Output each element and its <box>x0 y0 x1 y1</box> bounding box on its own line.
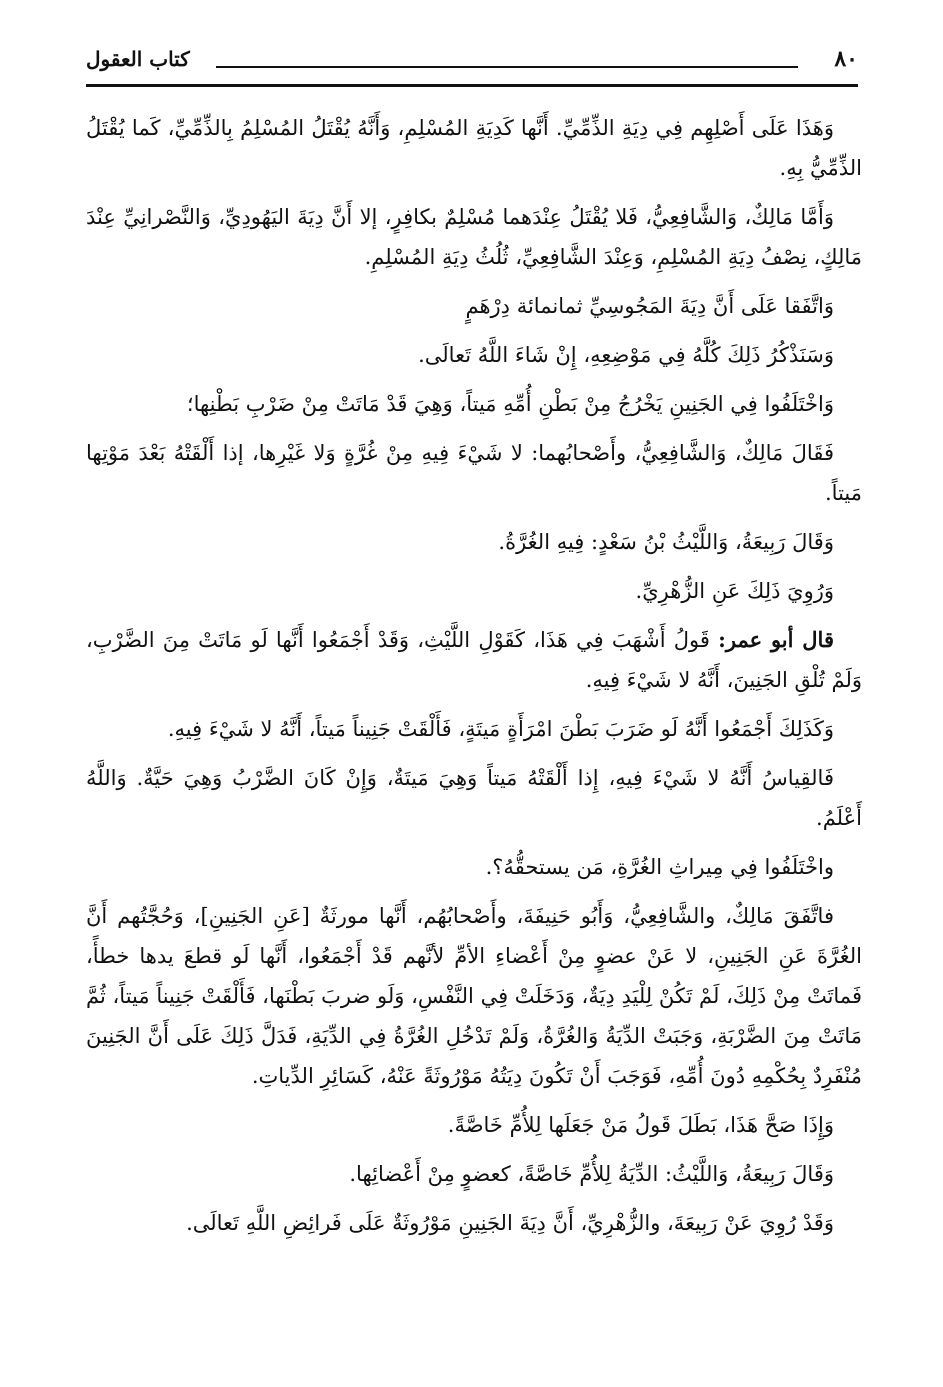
paragraph: وَاخْتَلَفُوا فِي الجَنِينِ يَخْرُجُ مِنْ بَطْنِ أُمِّهِ مَيتاً، وَهِيَ قَدْ مَاتَتْ مِنْ ضَرْبِ بَطْنِها؛ <box>186 392 834 416</box>
paragraph: فَالقِياسُ أَنَّهُ لا شَيْءَ فِيهِ، إِذا أَلْقَتْهُ مَيتاً وَهِيَ مَيتَةٌ، وَإِنْ كَانَ الضَّرْبُ وَهِيَ حَيَّةٌ. وَاللَّهُ أَعْلَمُ. <box>86 766 862 830</box>
paragraph: وَاتَّفَقا عَلَى أَنَّ دِيَةَ المَجُوسِيِّ ثمانمائة دِرْهَمٍ <box>465 294 834 318</box>
paragraph: وَهَذَا عَلَى أَصْلِهِم فِي دِيَةِ الذِّمِّيِّ. أَنَّها كَدِيَةِ المُسْلِمِ، وَأَنَّهُ يُقْتَلُ المُسْلِمُ بِالذِّمِّيِّ، كَما يُقْتَلُ الذِّمِّيُّ بِهِ. <box>86 116 862 180</box>
header-rule <box>86 84 858 87</box>
header-leader-line <box>216 66 798 68</box>
paragraph: فاتَّفَقَ مَالِكٌ، والشَّافِعِيُّ، وَأَبُو حَنِيفَةَ، وأَصْحابُهُم، أَنَّها مورثَةٌ [عَنِ الجَنِينِ]، وَحُجَّتُهم أَنَّ الغُرَّةَ عَنِ الجَنِينِ، لا عَنْ عضوٍ مِنْ أَعْضاءِ الأمِّ لأنَّهم قَدْ أَجْمَعُوا، أَنَّها لَو قطعَ يدها خطأً، فَماتَتْ مِنْ ذَلِكَ، لَمْ تَكُنْ لِلْيَدِ دِيَةٌ، وَدَخَلَتْ فِي النَّفْسِ، وَلَو ضربَ بَطْنَها، فَأَلْقَتْ جَنِيناً مَيتاً، ثُمَّ مَاتَتْ مِنَ الضَّرْبَةِ، وَجَبَتْ الدِّيَةُ وَالغُرَّةُ، وَلَمْ تَدْخُلِ الغُرَّةُ فِي الدِّيَةِ، فَدَلَّ ذَلِكَ عَلَى أَنَّ الجَنِينَ مُنْفَرِدٌ بِحُكْمِهِ دُونَ أُمِّهِ، فَوَجَبَ أَنْ تَكُونَ دِيَتُهُ مَوْرُوثَةً عَنْهُ، كَسَائِرِ الدِّياتِ. <box>86 904 862 1088</box>
paragraph: وَأَمَّا مَالِكٌ، وَالشَّافِعِيُّ، فَلا يُقْتَلُ عِنْدَهما مُسْلِمٌ بكافِرٍ، إلا أَنَّ دِيَةَ اليَهُودِيِّ، وَالنَّصْرانِيِّ عِنْدَ مَالِكٍ، نِصْفُ دِيَةِ المُسْلِمِ، وَعِنْدَ الشَّافِعِيِّ، ثُلُثُ دِيَةِ المُسْلِمِ. <box>86 205 862 269</box>
speaker-label: قال أبو عمر: <box>718 627 834 652</box>
paragraph: وَقَالَ رَبِيعَةُ، وَاللَّيْثُ بْنُ سَعْدٍ: فِيهِ الغُرَّةُ. <box>498 530 834 554</box>
paragraph: وَقَدْ رُوِيَ عَنْ رَبِيعَةَ، والزُّهْرِيِّ، أَنَّ دِيَةَ الجَنِينِ مَوْرُوثَةٌ عَلَى فَرائِضِ اللَّهِ تَعالَى. <box>186 1211 834 1235</box>
paragraph: وَرُوِيَ ذَلِكَ عَنِ الزُّهْرِيِّ. <box>635 579 834 603</box>
paragraph: وَقَالَ رَبِيعَةُ، وَاللَّيْثُ: الدِّيَةُ لِلأُمِّ خَاصَّةً، كعضوٍ مِنْ أَعْضائِها. <box>349 1162 834 1186</box>
paragraph: وَإِذَا صَحَّ هَذَا، بَطَلَ قَولُ مَنْ جَعَلَها لِلأُمِّ خَاصَّةً. <box>447 1113 834 1137</box>
book-title: كتاب العقول <box>86 47 190 71</box>
paragraph <box>86 620 862 700</box>
paragraph: واخْتَلَفُوا فِي مِيراثِ الغُرَّةِ، مَن يستحقُّهُ؟. <box>485 855 834 879</box>
running-header <box>86 42 858 82</box>
paragraph: وَسَنَذْكُرُ ذَلِكَ كُلَّهُ فِي مَوْضِعِهِ، إِنْ شَاءَ اللَّهُ تَعالَى. <box>418 343 834 367</box>
page-number: ٨٠ <box>834 46 858 72</box>
paragraph: فَقَالَ مَالِكٌ، وَالشَّافِعِيُّ، وأَصْحابُهما: لا شَيْءَ فِيهِ مِنْ غُرَّةٍ وَلا غَيْرِها، إذا أَلْقَتْهُ بَعْدَ مَوْتِها مَيتاً. <box>86 441 862 505</box>
paragraph: وَكَذَلِكَ أَجْمَعُوا أَنَّهُ لَو ضَرَبَ بَطْنَ امْرَأَةٍ مَيتَةٍ، فَأَلْقَتْ جَنِيناً مَيتاً، أَنَّهُ لا شَيْءَ فِيهِ. <box>167 717 834 741</box>
body-text <box>86 108 862 1252</box>
paragraph-body: قَولُ أَشْهَبَ فِي هَذَا، كَقَوْلِ اللَّيْثِ، وَقَدْ أَجْمَعُوا أَنَّها لَو مَاتَتْ مِنَ الضَّرْبِ، وَلَمْ تُلْقِ الجَنِينَ، أَنَّهُ لا شَيْءَ فِيهِ. <box>86 628 862 692</box>
